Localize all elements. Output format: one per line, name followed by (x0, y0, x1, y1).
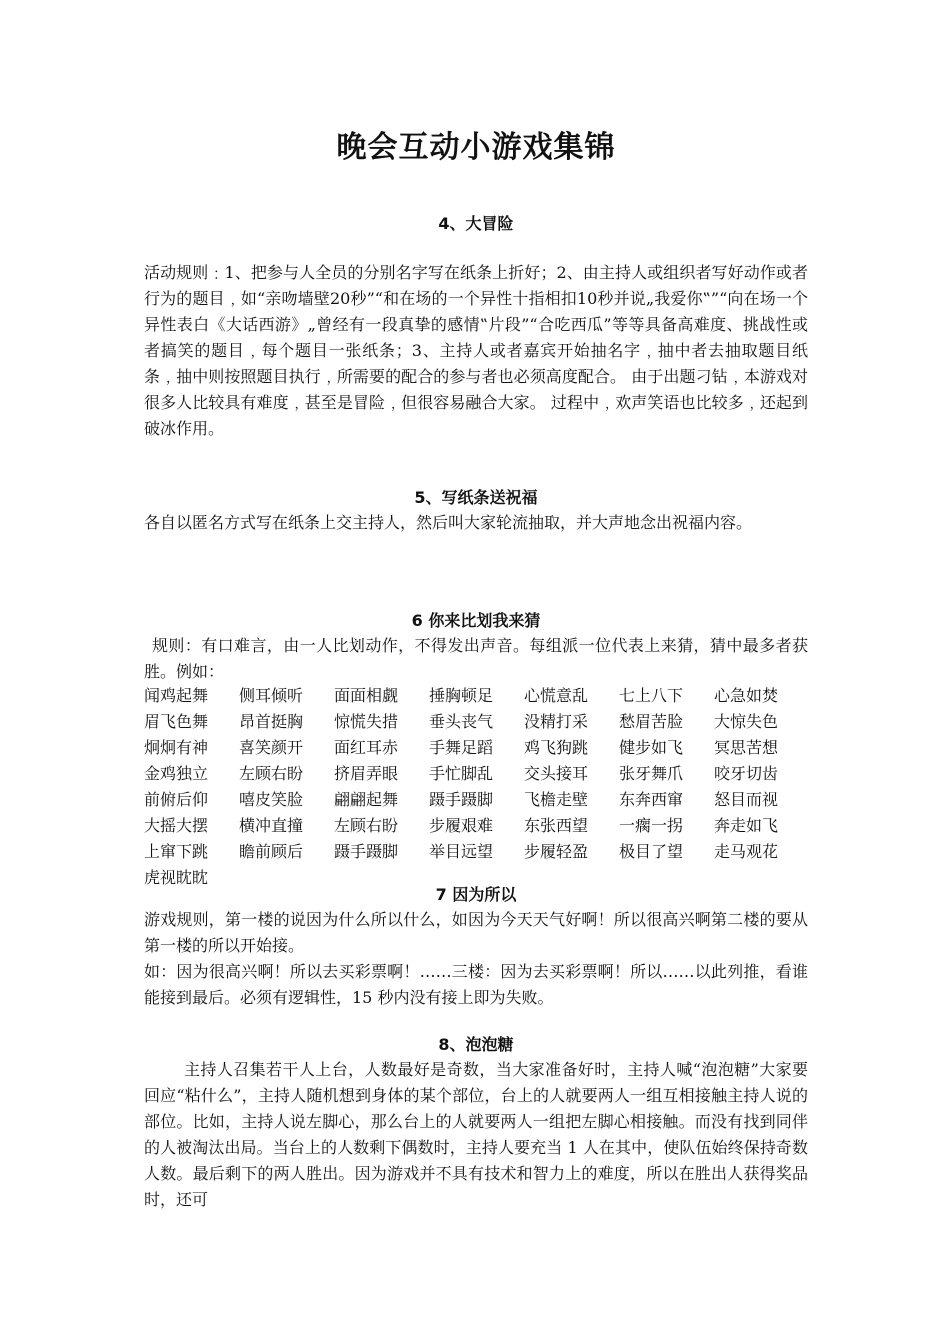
idiom-item: 大惊失色 (714, 712, 779, 731)
idiom-item: 金鸡独立 (144, 764, 209, 783)
idiom-item: 眉飞色舞 (144, 712, 209, 731)
idiom-item: 手舞足蹈 (429, 738, 494, 757)
idiom-item: 大摇大摆 (144, 816, 209, 835)
idiom-item: 心慌意乱 (524, 686, 589, 705)
idiom-item: 惊慌失措 (334, 712, 399, 731)
idiom-item: 步履轻盈 (524, 842, 589, 861)
idiom-item: 手忙脚乱 (429, 764, 494, 783)
idiom-item: 东张西望 (524, 816, 589, 835)
idiom-item: 奔走如飞 (714, 816, 779, 835)
section-body-4: 活动规则﹕1、把参与人全员的分别名字写在纸条上折好；2、由主持人或组织者写好动作或者行为的题目﹐如“亲吻墙壁20秒”“和在场的一个异性十指相扣10秒并说„我爱你‟”“向在场一个异性表白《大话西游》„曾经有一段真挚的感情‟片段”“合吃西瓜”等等具备高难度、挑战性或者搞笑的题目﹐每个题目一张纸条；3、主持人或者嘉宾开始抽名字﹐抽中者去抽取题目纸条﹐抽中则按照题目执行﹐所需要的配合的参与者也必须高度配合。 由于出题刁钻﹐本游戏对很多人比较具有难度﹐甚至是冒险﹐但很容易融合大家。 过程中﹐欢声笑语也比较多﹐还起到破冰作用。 (144, 263, 808, 438)
idiom-item: 嘻皮笑脸 (239, 790, 304, 809)
document-title: 晚会互动小游戏集锦 (336, 130, 616, 165)
idiom-item: 上窜下跳 (144, 842, 209, 861)
idiom-item: 面面相觑 (334, 686, 399, 705)
idiom-item: 没精打采 (524, 712, 589, 731)
section-heading-7: 7 因为所以 (435, 885, 517, 904)
idiom-item: 愁眉苦脸 (619, 712, 684, 731)
section-body-6: 规则：有口难言，由一人比划动作，不得发出声音。每组派一位代表上来猜，猜中最多者获胜。例如： (144, 636, 808, 681)
section-example-7: 如：因为很高兴啊！所以去买彩票啊！……三楼：因为去买彩票啊！所以……以此列推，看谁能接到最后。必须有逻辑性，15 秒内没有接上即为失败。 (144, 962, 808, 1007)
idiom-item: 面红耳赤 (334, 738, 399, 757)
idiom-item: 心急如焚 (714, 686, 779, 705)
idiom-item: 前俯后仰 (144, 790, 209, 809)
idiom-item: 垂头丧气 (429, 712, 494, 731)
idiom-item: 步履艰难 (429, 816, 494, 835)
idiom-item: 咬牙切齿 (714, 764, 779, 783)
idiom-item: 炯炯有神 (144, 738, 209, 757)
idiom-item: 昂首挺胸 (239, 712, 304, 731)
idiom-item: 蹑手蹑脚 (334, 842, 399, 861)
idiom-item: 健步如飞 (619, 738, 684, 757)
section-heading-5: 5、写纸条送祝福 (414, 488, 538, 507)
idiom-item: 交头接耳 (524, 764, 589, 783)
idiom-item: 蹑手蹑脚 (429, 790, 494, 809)
idiom-item: 瞻前顾后 (239, 842, 304, 861)
idiom-item: 张牙舞爪 (619, 764, 684, 783)
idiom-item: 鸡飞狗跳 (524, 738, 589, 757)
idiom-item: 左顾右盼 (239, 764, 304, 783)
section-body-8: 主持人召集若干人上台，人数最好是奇数，当大家准备好时，主持人喊“泡泡糖”大家要回应“粘什么”，主持人随机想到身体的某个部位，台上的人就要两人一组互相接触主持人说的部位。比如，主持人说左脚心，那么台上的人就要两人一组把左脚心相接触。而没有找到同伴的人被淘汰出局。当台上的人数剩下偶数时，主持人要充当 1 人在其中，使队伍始终保持奇数人数。最后剩下的两人胜出。因为游戏并不具有技术和智力上的难度，所以在胜出人获得奖品时，还可 (144, 1060, 808, 1209)
section-heading-6: 6 你来比划我来猜 (411, 611, 541, 630)
idiom-item: 飞檐走壁 (524, 790, 589, 809)
idiom-list (144, 683, 808, 891)
idiom-item: 七上八下 (619, 686, 684, 705)
idiom-item: 怒目而视 (714, 790, 779, 809)
idiom-item: 侧耳倾听 (239, 686, 304, 705)
idiom-item: 冥思苦想 (714, 738, 779, 757)
section-heading-8: 8、泡泡糖 (438, 1035, 514, 1054)
idiom-item: 走马观花 (714, 842, 779, 861)
section-body-7: 游戏规则，第一楼的说因为什么所以什么，如因为今天天气好啊！所以很高兴啊第二楼的要从第一楼的所以开始接。 (144, 910, 808, 955)
idiom-item: 挤眉弄眼 (334, 764, 399, 783)
section-body-5: 各自以匿名方式写在纸条上交主持人，然后叫大家轮流抽取，并大声地念出祝福内容。 (144, 513, 753, 532)
idiom-item: 翩翩起舞 (334, 790, 399, 809)
idiom-item: 横冲直撞 (239, 816, 304, 835)
idiom-item: 喜笑颜开 (239, 738, 304, 757)
section-heading-4: 4、大冒险 (438, 214, 514, 233)
idiom-item: 极目了望 (619, 842, 684, 861)
idiom-item: 闻鸡起舞 (144, 686, 209, 705)
idiom-item: 捶胸顿足 (429, 686, 494, 705)
idiom-item: 东奔西窜 (619, 790, 684, 809)
idiom-item: 一瘸一拐 (619, 816, 684, 835)
idiom-item: 举目远望 (429, 842, 494, 861)
idiom-item: 虎视眈眈 (144, 868, 209, 887)
idiom-item: 左顾右盼 (334, 816, 399, 835)
